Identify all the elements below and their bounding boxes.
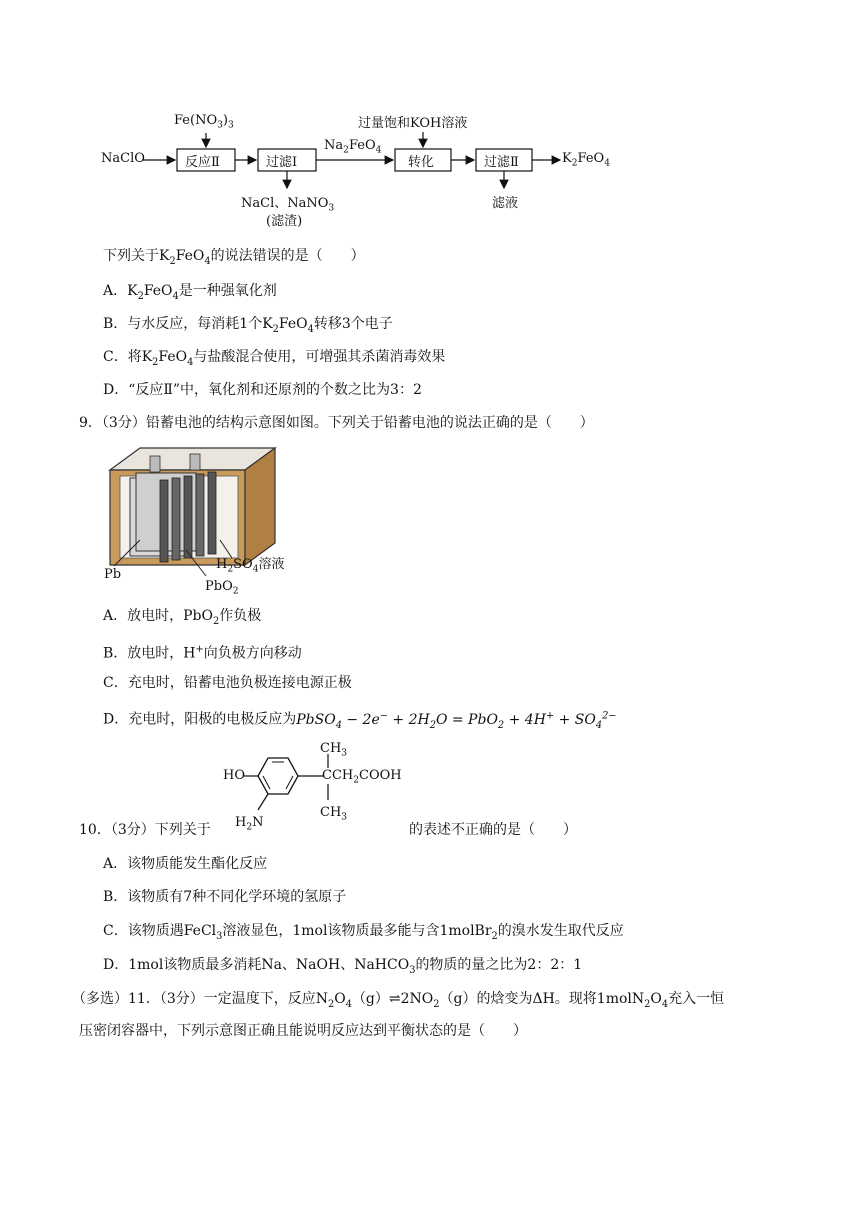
- q8-option-a[interactable]: A．$K_2FeO_4$是一种强氧化剂: [103, 283, 277, 302]
- q11-line2: 压密闭容器中，下列示意图正确且能说明反应达到平衡状态的是（ ）: [79, 1023, 527, 1039]
- label-h2so4: $H_2SO_4$溶液: [216, 557, 285, 575]
- label-pb: Pb: [104, 567, 122, 582]
- struct-nh2: $H_2N$: [235, 815, 264, 833]
- flow-input: NaClO: [101, 151, 145, 166]
- q9-option-c[interactable]: C．充电时，铅蓄电池负极连接电源正极: [103, 675, 352, 691]
- struct-ch3-bottom: $CH_3$: [320, 805, 348, 823]
- q9-option-a[interactable]: A．放电时，PbO$_2$作负极: [103, 608, 262, 627]
- flow-box2-label: 过滤Ⅰ: [266, 155, 298, 170]
- flow-filtrate: 滤液: [492, 196, 519, 211]
- q9-option-d-text: D．充电时，阳极的电极反应为: [103, 711, 297, 728]
- label-pbo2: PbO$_2$: [205, 579, 239, 597]
- flow-box3-label: 转化: [408, 155, 435, 170]
- flow-residue-line1: NaCl、NaNO$_3$: [241, 196, 335, 214]
- lead-acid-battery-figure: [100, 440, 290, 600]
- struct-ch3-top: $CH_3$: [320, 741, 348, 759]
- q9-option-d[interactable]: [103, 706, 617, 735]
- q8-option-c[interactable]: C．将$K_2FeO_4$与盐酸混合使用，可增强其杀菌消毒效果: [103, 349, 446, 368]
- q9-option-b[interactable]: B．放电时，H+向负极方向移动: [103, 644, 302, 662]
- flow-box1-label: 反应Ⅱ: [185, 155, 220, 170]
- flow-mid-label: $Na_2FeO_4$: [324, 138, 382, 156]
- q9-stem: 9．（3分）铅蓄电池的结构示意图如图。下列关于铅蓄电池的说法正确的是（ ）: [79, 415, 594, 431]
- struct-chain: $CCH_2COOH$: [322, 768, 402, 786]
- q10-stem-prefix: 10．（3分）下列关于: [79, 822, 211, 838]
- flow-reagent-koh: 过量饱和KOH溶液: [358, 116, 468, 131]
- struct-ho: HO: [223, 768, 245, 783]
- q11-line1: （多选）11．（3分）一定温度下，反应$N_2O_4(g)\rightleftharpoons 2NO_2(g)$的焓变为ΔH。现将$1molN_2O_4$充入一恒: [72, 991, 725, 1010]
- flow-output: $K_2FeO_4$: [562, 151, 610, 169]
- q8-option-d[interactable]: D．“反应Ⅱ”中，氧化剂和还原剂的个数之比为3：2: [103, 382, 422, 398]
- q10-option-b[interactable]: B．该物质有7种不同化学环境的氢原子: [103, 889, 347, 905]
- q10-option-a[interactable]: A．该物质能发生酯化反应: [103, 856, 268, 872]
- q8-stem: 下列关于$K_2FeO_4$的说法错误的是（ ）: [103, 248, 365, 267]
- q10-stem-suffix: 的表述不正确的是（ ）: [409, 822, 577, 838]
- q8-option-b[interactable]: B．与水反应，每消耗1个$K_2FeO_4$转移3个电子: [103, 316, 393, 335]
- q9-equation: PbSO$_4$ − $2e^- + 2H_2O = PbO_2 + 4H^+ + SO_4^{2-}$: [296, 710, 617, 731]
- flow-residue-line2: (滤渣): [266, 214, 303, 229]
- q10-option-c[interactable]: C．该物质遇FeCl$_3$溶液显色，1mol该物质最多能与含1molBr$_2$的溴水发生取代反应: [103, 923, 624, 942]
- q10-option-d[interactable]: D．1mol该物质最多消耗Na、NaOH、NaHCO$_3$的物质的量之比为2：2：1: [103, 957, 583, 976]
- flow-reagent-fe-nitrate: $Fe(NO_3)_3$: [174, 113, 234, 131]
- flow-box4-label: 过滤Ⅱ: [484, 155, 519, 170]
